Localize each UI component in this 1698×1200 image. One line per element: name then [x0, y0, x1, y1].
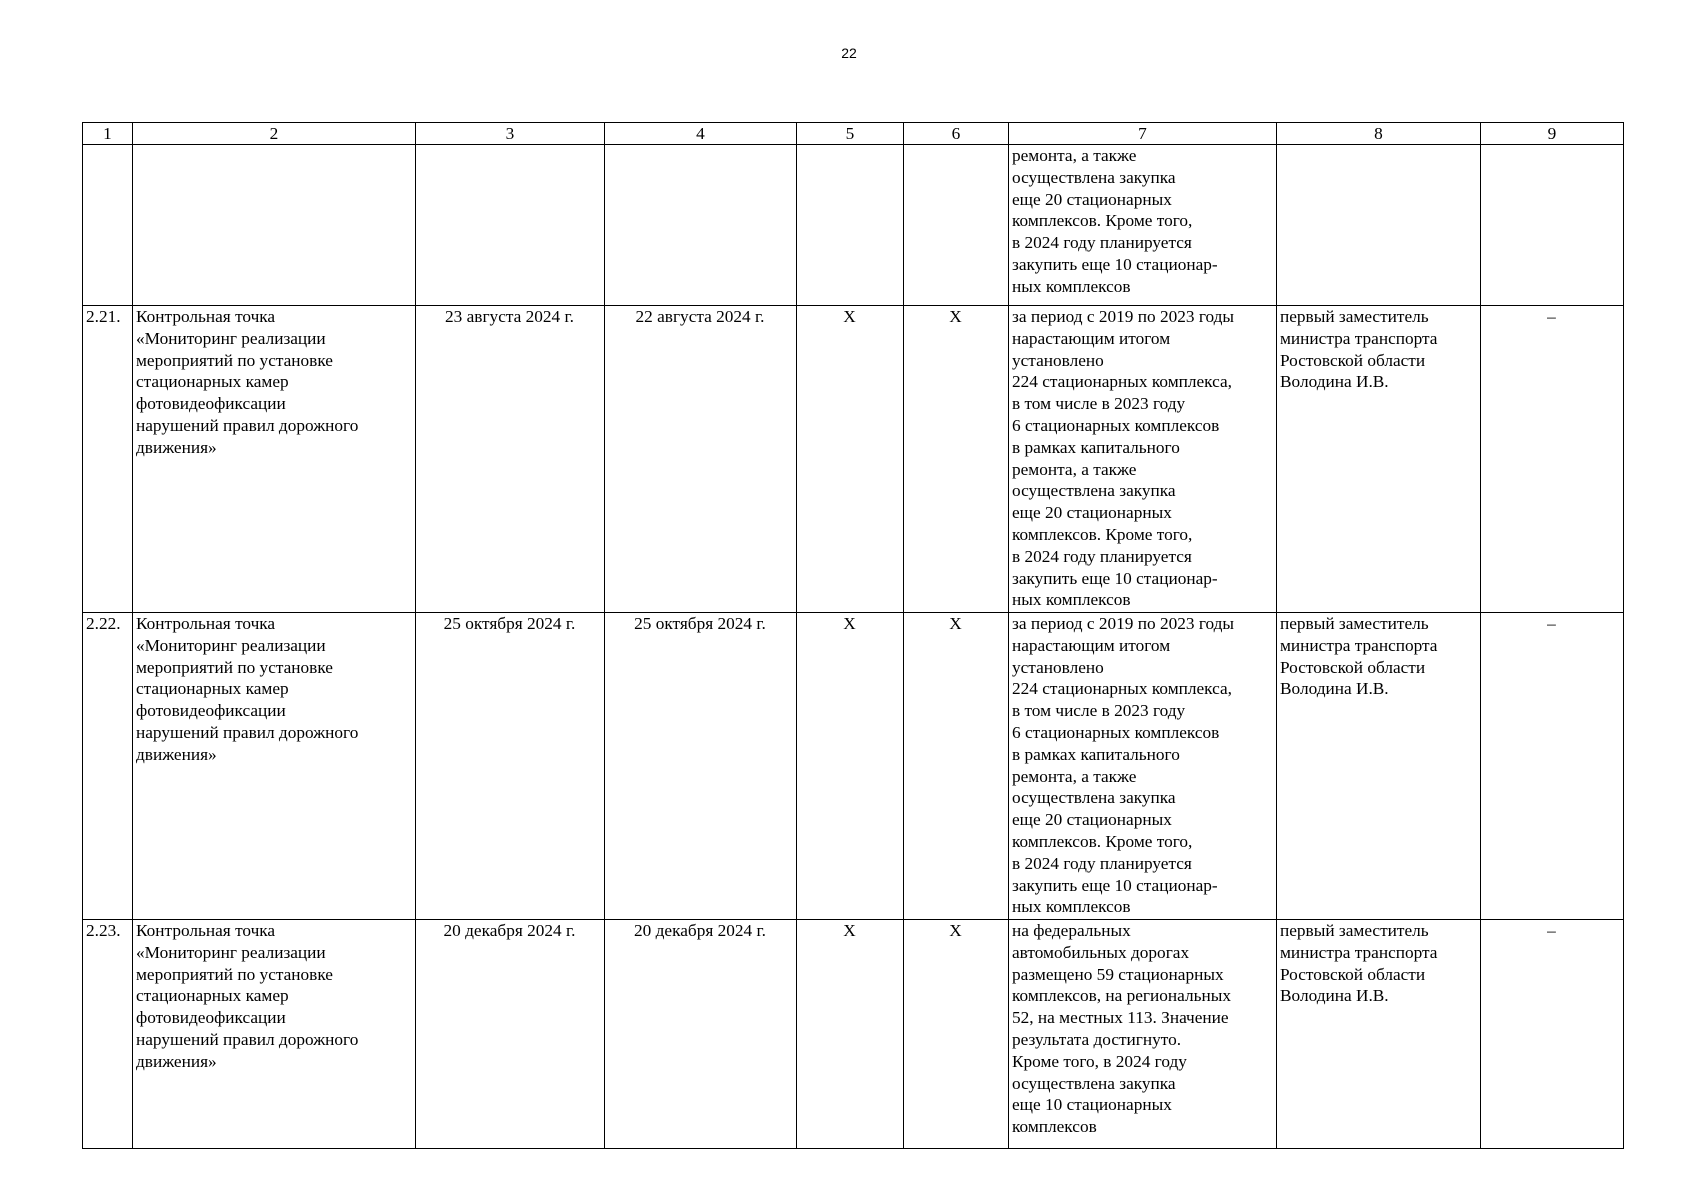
cell-col6: Х	[904, 920, 1009, 1149]
cell-empty	[1277, 145, 1481, 306]
cell-result: за период с 2019 по 2023 годы нарастающим итогом установлено 224 стационарных комплекса, в том числе в 2023 году 6 стационарных комплексов в рамках капитального ремонта, а также осуществлена закупка еще 20 стационарных комплексов. Кроме того, в 2024 году планируется закупить еще 10 стационар- ных комплексов	[1009, 306, 1277, 613]
table-row	[83, 306, 1624, 613]
cell-col9: –	[1481, 306, 1624, 613]
cell-empty	[133, 145, 416, 306]
cell-fact-date: 22 августа 2024 г.	[605, 306, 797, 613]
cell-number: 2.21.	[83, 306, 133, 613]
table-row	[83, 920, 1624, 1149]
cell-col9: –	[1481, 613, 1624, 920]
cell-result: на федеральных автомобильных дорогах размещено 59 стационарных комплексов, на региональных 52, на местных 113. Значение результата достигнуто. Кроме того, в 2024 году осуществлена закупка еще 10 стационарных комплексов	[1009, 920, 1277, 1149]
cell-col5: Х	[797, 613, 904, 920]
cell-result: ремонта, а также осуществлена закупка еще 20 стационарных комплексов. Кроме того, в 2024 году планируется закупить еще 10 стационар- ных комплексов	[1009, 145, 1277, 306]
header-col-6: 6	[904, 123, 1009, 145]
header-col-4: 4	[605, 123, 797, 145]
cell-name: Контрольная точка «Мониторинг реализации мероприятий по установке стационарных камер фотовидеофиксации нарушений правил дорожного движения»	[133, 306, 416, 613]
cell-name: Контрольная точка «Мониторинг реализации мероприятий по установке стационарных камер фотовидеофиксации нарушений правил дорожного движения»	[133, 920, 416, 1149]
cell-result: за период с 2019 по 2023 годы нарастающим итогом установлено 224 стационарных комплекса, в том числе в 2023 году 6 стационарных комплексов в рамках капитального ремонта, а также осуществлена закупка еще 20 стационарных комплексов. Кроме того, в 2024 году планируется закупить еще 10 стационар- ных комплексов	[1009, 613, 1277, 920]
cell-responsible: первый заместитель министра транспорта Ростовской области Володина И.В.	[1277, 920, 1481, 1149]
table-row-continuation	[83, 145, 1624, 306]
cell-col5: Х	[797, 920, 904, 1149]
cell-plan-date: 25 октября 2024 г.	[416, 613, 605, 920]
cell-empty	[797, 145, 904, 306]
header-col-9: 9	[1481, 123, 1624, 145]
cell-responsible: первый заместитель министра транспорта Ростовской области Володина И.В.	[1277, 306, 1481, 613]
table-row	[83, 613, 1624, 920]
cell-empty	[416, 145, 605, 306]
header-col-5: 5	[797, 123, 904, 145]
cell-col6: Х	[904, 306, 1009, 613]
page-number: 22	[841, 45, 857, 61]
cell-responsible: первый заместитель министра транспорта Ростовской области Володина И.В.	[1277, 613, 1481, 920]
header-col-3: 3	[416, 123, 605, 145]
cell-empty	[83, 145, 133, 306]
cell-col6: Х	[904, 613, 1009, 920]
report-table	[82, 122, 1624, 1149]
cell-empty	[605, 145, 797, 306]
cell-fact-date: 20 декабря 2024 г.	[605, 920, 797, 1149]
header-col-8: 8	[1277, 123, 1481, 145]
header-col-7: 7	[1009, 123, 1277, 145]
cell-number: 2.23.	[83, 920, 133, 1149]
header-col-1: 1	[83, 123, 133, 145]
cell-number: 2.22.	[83, 613, 133, 920]
cell-name: Контрольная точка «Мониторинг реализации мероприятий по установке стационарных камер фотовидеофиксации нарушений правил дорожного движения»	[133, 613, 416, 920]
cell-plan-date: 20 декабря 2024 г.	[416, 920, 605, 1149]
header-col-2: 2	[133, 123, 416, 145]
cell-col5: Х	[797, 306, 904, 613]
table-header-row	[83, 123, 1624, 145]
cell-fact-date: 25 октября 2024 г.	[605, 613, 797, 920]
cell-plan-date: 23 августа 2024 г.	[416, 306, 605, 613]
cell-empty	[904, 145, 1009, 306]
cell-empty	[1481, 145, 1624, 306]
cell-col9: –	[1481, 920, 1624, 1149]
